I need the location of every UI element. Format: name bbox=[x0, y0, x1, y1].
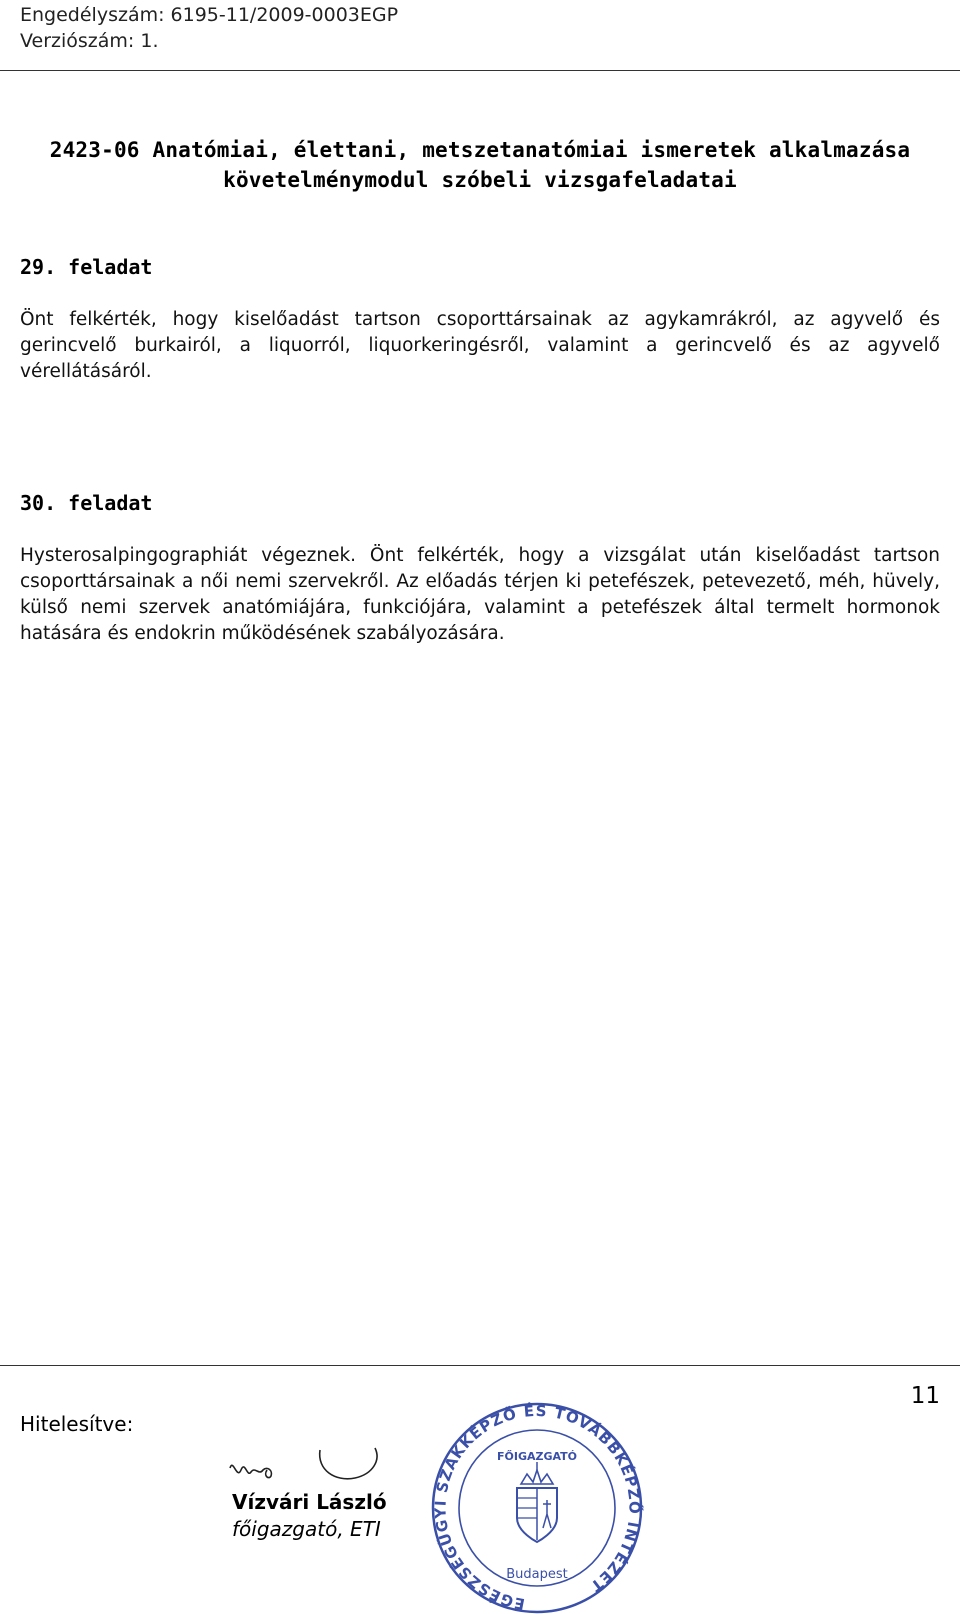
task-30-heading: 30. feladat bbox=[20, 491, 153, 515]
document-title-line2: követelménymodul szóbeli vizsgafeladatai bbox=[223, 168, 737, 192]
document-title-line1: 2423-06 Anatómiai, élettani, metszetanatómiai ismeretek alkalmazása bbox=[49, 138, 911, 162]
certified-label: Hitelesítve: bbox=[20, 1412, 134, 1436]
license-number: Engedélyszám: 6195-11/2009-0003EGP bbox=[20, 4, 399, 26]
footer-divider bbox=[0, 1365, 960, 1366]
official-stamp bbox=[430, 1400, 645, 1614]
header-divider bbox=[0, 70, 960, 71]
task-30-body: Hysterosalpingographiát végeznek. Önt felkérték, hogy a vizsgálat után kiselőadást tartson csoporttársainak a női nemi szervekről. Az előadás térjen ki petefészek, petevezető, méh, hüvely, külső nemi szervek anatómiájára, funkciójára, valamint a petefészek által termelt hormonok hatására és endokrin működésének szabályozására. bbox=[20, 545, 940, 644]
signer-title: főigazgató, ETI bbox=[232, 1517, 381, 1541]
page-number: 11 bbox=[910, 1383, 940, 1409]
stamp-outer-text: EGÉSZSÉGÜGYI SZAKKÉPZŐ ÉS TOVÁBBKÉPZŐ INTÉZET bbox=[431, 1401, 644, 1614]
task-29-body: Önt felkérték, hogy kiselőadást tartson csoporttársainak az agykamrákról, az agyvelő és gerincvelő burkairól, a liquorról, liquorkeringésről, valamint a gerincvelő és az agyvelő vérellátásáról. bbox=[20, 309, 940, 382]
stamp-inner-text: FŐIGAZGATÓ bbox=[496, 1450, 578, 1463]
task-29-heading: 29. feladat bbox=[20, 255, 153, 279]
stamp-city-text: Budapest bbox=[506, 1567, 568, 1582]
version-number: Verziószám: 1. bbox=[20, 30, 159, 52]
document-title bbox=[0, 135, 960, 195]
coat-of-arms-icon bbox=[517, 1462, 557, 1542]
signer-name: Vízvári László bbox=[232, 1490, 387, 1514]
